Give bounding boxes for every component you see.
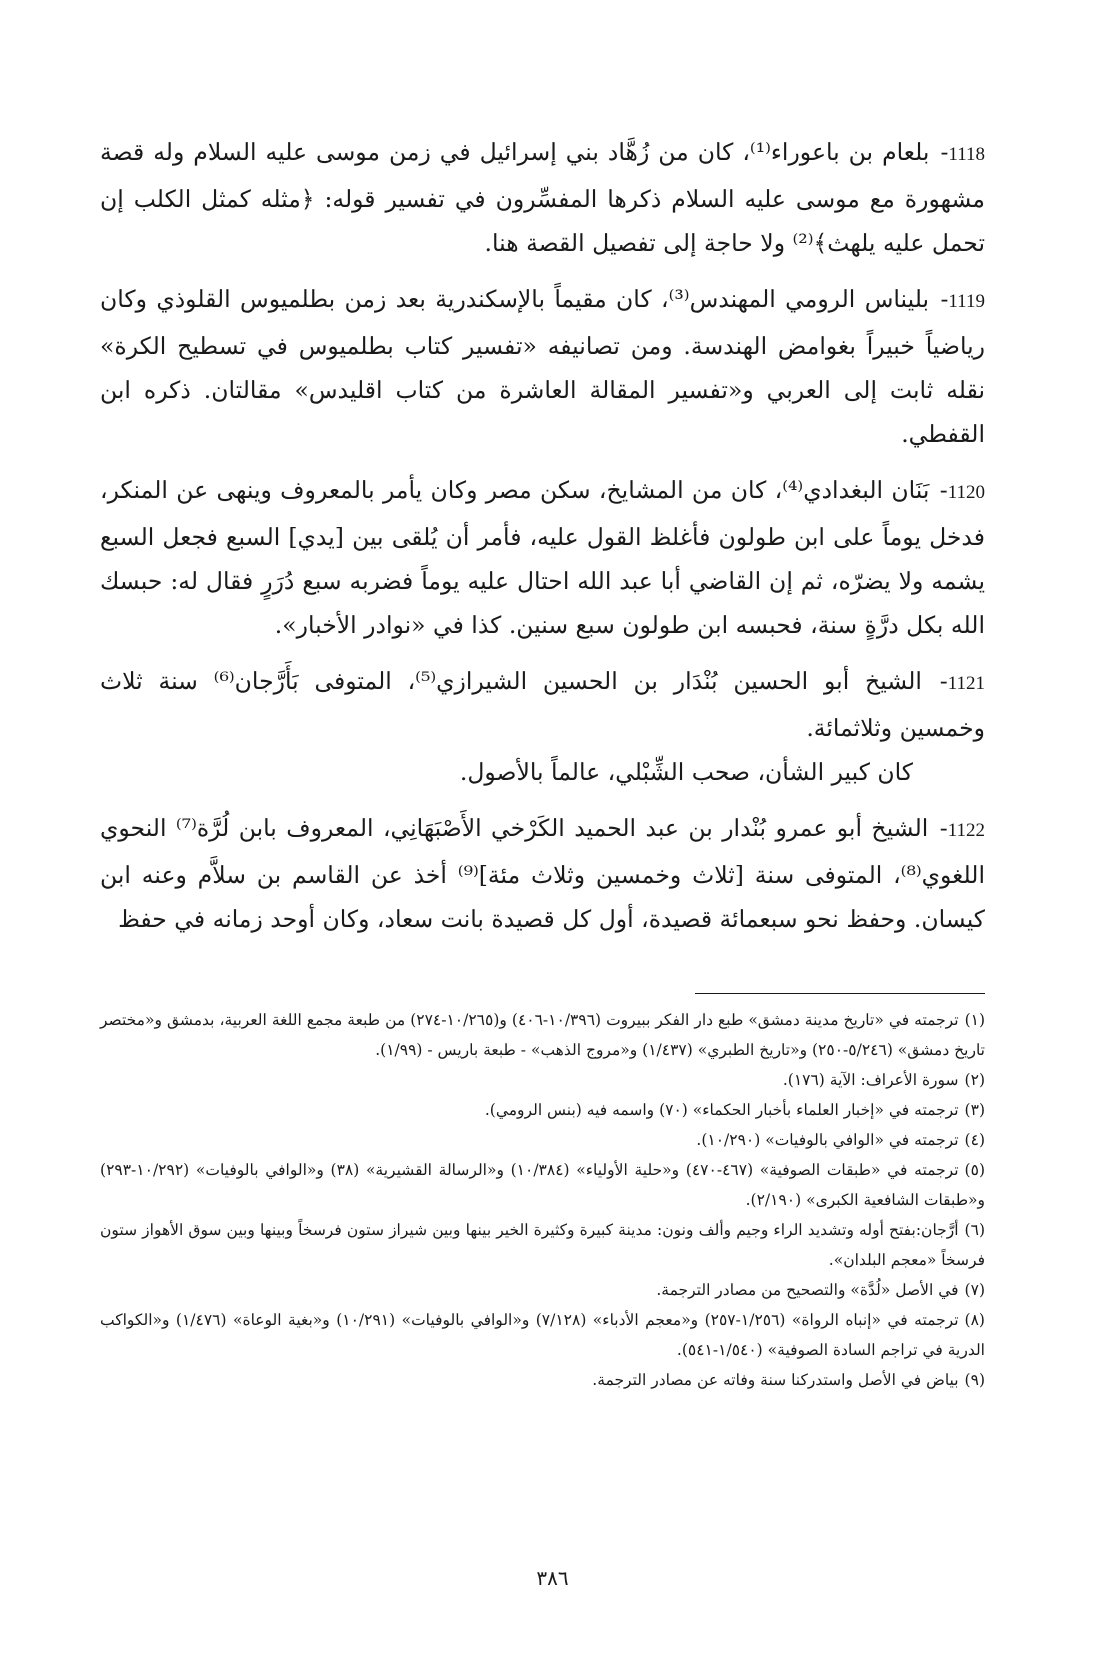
- footnote-number: (٨): [964, 1311, 985, 1329]
- entry-text: بلعام بن باعوراء⁽¹⁾، كان من زُهَّاد بني إسرائيل في زمن موسى عليه السلام وله قصة مشهورة مع موسى عليه السلام ذكرها المفسِّرون في تفسير قوله: ﴿مثله كمثل الكلب إن تحمل عليه يلهث﴾⁽²⁾ ولا حاجة إلى تفصيل القصة هنا.: [100, 138, 985, 257]
- entry-text: كان كبير الشأن، صحب الشِّبْلي، عالماً بالأصول.: [459, 758, 913, 786]
- entry-number: 1118: [948, 144, 985, 165]
- entry-1120: [100, 468, 985, 647]
- footnote-number: (٧): [964, 1281, 985, 1299]
- footnote: [100, 1155, 985, 1215]
- entry-text: الشيخ أبو الحسين بُنْدَار بن الحسين الشيرازي⁽⁵⁾، المتوفى بَأَرَّجان⁽⁶⁾ سنة ثلاث وخمسين وثلاثمائة.: [100, 667, 985, 742]
- entry-paragraph: [100, 130, 985, 265]
- entry-dash: -: [940, 285, 949, 313]
- footnote-text: ترجمته في «إنباه الرواة» (١/٢٥٦-٢٥٧) و«معجم الأدباء» (٧/١٢٨) و«الوافي بالوفيات» (١٠/٢٩١) و«بغية الوعاة» (١/٤٧٦) و«الكواكب الدرية في تراجم السادة الصوفية» (١/٥٤٠-٥٤١).: [100, 1311, 985, 1359]
- entry-1122: [100, 806, 985, 941]
- footnotes: [100, 1005, 985, 1395]
- footnote: [100, 1065, 985, 1095]
- footnote-number: (٩): [964, 1371, 985, 1389]
- footnote-text: سورة الأعراف: الآية (١٧٦).: [782, 1071, 959, 1089]
- footnote-number: (٦): [964, 1221, 985, 1239]
- entry-dash: -: [939, 667, 948, 695]
- footnote: [100, 1005, 985, 1065]
- footnote-text: ترجمته في «الوافي بالوفيات» (١٠/٢٩٠).: [696, 1131, 959, 1149]
- entry-text: بليناس الرومي المهندس⁽³⁾، كان مقيماً بالإسكندرية بعد زمن بطلميوس القلوذي وكان رياضياً خبيراً بغوامض الهندسة. ومن تصانيفه «تفسير كتاب بطلميوس في تسطيح الكرة» نقله ثابت إلى العربي و«تفسير المقالة العاشرة من كتاب اقليدس» مقالتان. ذكره ابن القفطي.: [100, 285, 985, 448]
- entry-1119: [100, 277, 985, 456]
- footnote: [100, 1215, 985, 1275]
- entry-number: 1119: [948, 291, 985, 312]
- footnote-text: ترجمته في «طبقات الصوفية» (٤٦٧-٤٧٠) و«حلية الأولياء» (١٠/٣٨٤) و«الرسالة القشيرية» (٣٨) و«الوافي بالوفيات» (١٠/٢٩٢-٢٩٣) و«طبقات الشافعية الكبرى» (٢/١٩٠).: [100, 1161, 985, 1209]
- footnote-number: (٢): [964, 1071, 985, 1089]
- footnote-number: (٤): [964, 1131, 985, 1149]
- footnote: [100, 1095, 985, 1125]
- entry-1118: [100, 130, 985, 265]
- entry-paragraph-continued: [100, 750, 985, 794]
- footnote: [100, 1125, 985, 1155]
- entry-number: 1122: [947, 820, 985, 841]
- footnote-text: ترجمته في «تاريخ مدينة دمشق» طبع دار الفكر ببيروت (١٠/٣٩٦-٤٠٦) و(١٠/٢٦٥-٢٧٤) من طبعة مجمع اللغة العربية، بدمشق و«مختصر تاريخ دمشق» (٥/٢٤٦-٢٥٠) و«تاريخ الطبري» (١/٤٣٧) و«مروج الذهب» - طبعة باريس - (١/٩٩).: [100, 1011, 985, 1059]
- footnote-text: في الأصل «لُدَّة» والتصحيح من مصادر الترجمة.: [656, 1281, 959, 1299]
- footnote-text: ترجمته في «إخبار العلماء بأخبار الحكماء» (٧٠) واسمه فيه (بنس الرومي).: [484, 1101, 959, 1119]
- footnote: [100, 1275, 985, 1305]
- footnote-number: (١): [964, 1011, 986, 1029]
- footnote-text: أرَّجان:بفتح أوله وتشديد الراء وجيم وألف ونون: مدينة كبيرة وكثيرة الخير بينها وبين شيراز ستون فرسخاً وبينها وبين سوق الأهواز ستون فرسخاً «معجم البلدان».: [100, 1221, 985, 1269]
- page-number: ٣٨٦: [536, 1566, 569, 1590]
- entry-paragraph: [100, 468, 985, 647]
- footnote-number: (٥): [964, 1161, 985, 1179]
- entry-dash: -: [939, 476, 948, 504]
- footnote-number: (٣): [964, 1101, 985, 1119]
- footnote: [100, 1305, 985, 1365]
- entry-1121: [100, 659, 985, 794]
- entry-paragraph: [100, 659, 985, 750]
- entry-text: الشيخ أبو عمرو بُنْدار بن عبد الحميد الكَرْخي الأَصْبَهَانِي، المعروف بابن لُرَّة⁽⁷⁾ النحوي اللغوي⁽⁸⁾، المتوفى سنة [ثلاث وخمسين وثلاث مئة]⁽⁹⁾ أخذ عن القاسم بن سلاَّم وعنه ابن كيسان. وحفظ نحو سبعمائة قصيدة، أول كل قصيدة بانت سعاد، وكان أوحد زمانه في حفظ: [100, 814, 985, 933]
- entry-dash: -: [940, 138, 949, 166]
- main-text: [100, 130, 985, 953]
- entry-number: 1120: [947, 482, 985, 503]
- entry-number: 1121: [947, 673, 986, 694]
- footnote-divider: [695, 993, 985, 994]
- entry-dash: -: [939, 814, 948, 842]
- entry-text: بَنَان البغدادي⁽⁴⁾، كان من المشايخ، سكن مصر وكان يأمر بالمعروف وينهى عن المنكر، فدخل يوماً على ابن طولون فأغلظ القول عليه، فأمر أن يُلقى بين [يدي] السبع فجعل السبع يشمه ولا يضرّه، ثم إن القاضي أبا عبد الله احتال عليه يوماً فضربه سبع دُرَرٍ فقال له: حبسك الله بكل درَّةٍ سنة، فحبسه ابن طولون سبع سنين. كذا في «نوادر الأخبار».: [100, 476, 985, 639]
- entry-paragraph: [100, 277, 985, 456]
- footnote-text: بياض في الأصل واستدركنا سنة وفاته عن مصادر الترجمة.: [592, 1371, 959, 1389]
- entry-paragraph: [100, 806, 985, 941]
- footnote: [100, 1365, 985, 1395]
